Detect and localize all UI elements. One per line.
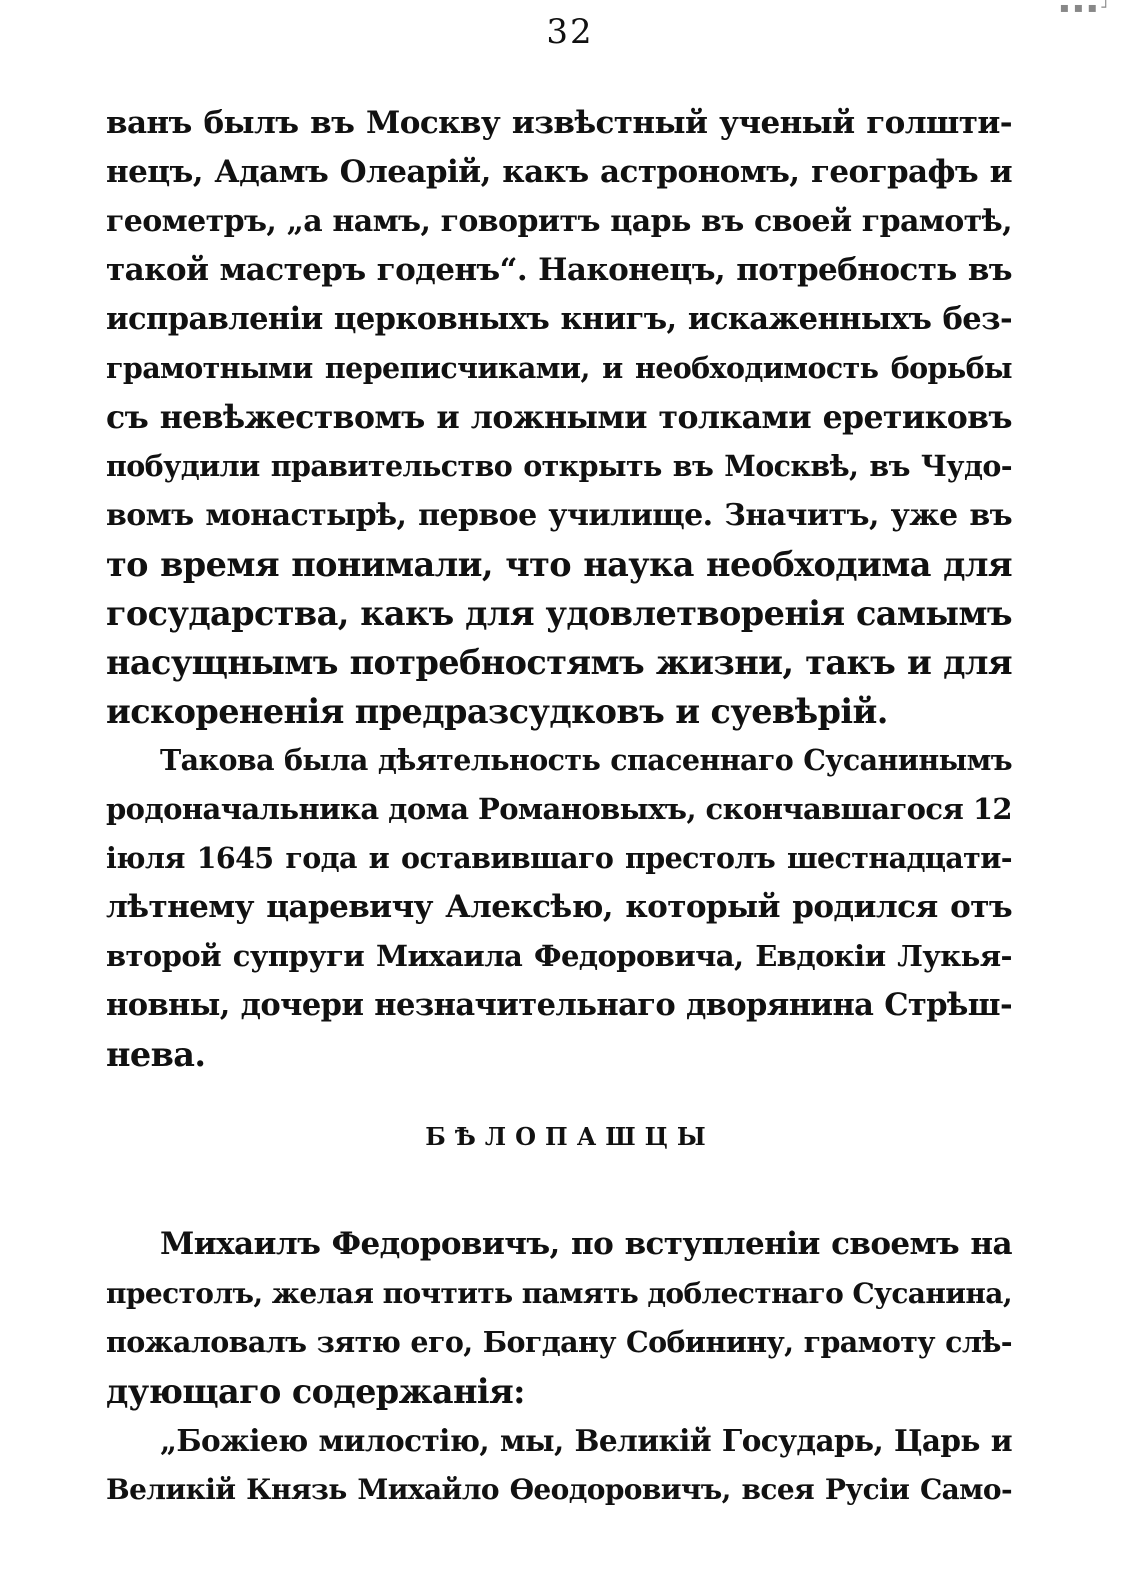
paragraph-4 xyxy=(106,1416,1012,1514)
text-line: геометръ, „а намъ, говоритъ царь въ своей грамотѣ, xyxy=(106,204,1012,239)
text-line: лѣтнему царевичу Алексѣю, который родился отъ xyxy=(106,889,1012,925)
text-line: Такова была дѣятельность спасеннаго Сусанинымъ xyxy=(160,743,1012,777)
text-line: новны, дочери незначительнаго дворянина Стрѣш- xyxy=(106,987,1012,1023)
text-line: дующаго содержанія: xyxy=(106,1372,525,1411)
scan-corner-mark: ▪ ▪ ▪ ┘ xyxy=(1059,0,1110,16)
text-line: грамотными переписчиками, и необходимость борьбы xyxy=(106,351,1012,385)
text-line: Михаилъ Федоровичъ, по вступленіи своемъ на xyxy=(160,1226,1012,1262)
text-line: то время понимали, что наука необходима для xyxy=(106,545,1012,584)
text-line: нецъ, Адамъ Олеарій, какъ астрономъ, географъ и xyxy=(106,154,1012,190)
paragraph-1 xyxy=(106,99,1012,736)
text-line: нева. xyxy=(106,1035,206,1074)
paragraph-3 xyxy=(106,1220,1012,1416)
text-line: престолъ, желая почтить память доблестнаго Сусанина, xyxy=(106,1277,1012,1310)
text-line: „Божіею милостію, мы, Великій Государь, Царь и xyxy=(160,1423,1012,1458)
text-line: такой мастеръ годенъ“. Наконецъ, потребность въ xyxy=(106,252,1012,288)
text-line: государства, какъ для удовлетворенія самымъ xyxy=(106,594,1012,633)
text-line: іюля 1645 года и оставившаго престолъ шестнадцати- xyxy=(106,841,1012,875)
text-line: Великій Князь Михайло Ѳеодоровичъ, всея Русіи Само- xyxy=(106,1473,1012,1506)
text-line: насущнымъ потребностямъ жизни, такъ и для xyxy=(106,643,1012,682)
text-line: родоначальника дома Романовыхъ, скончавшагося 12 xyxy=(106,792,1012,826)
section-heading: БѢЛОПАШЦЫ xyxy=(425,1122,715,1151)
text-line: побудили правительство открыть въ Москвѣ, въ Чудо- xyxy=(106,449,1012,483)
text-line: второй супруги Михаила Федоровича, Евдокіи Лукья- xyxy=(106,939,1012,973)
text-line: исправленіи церковныхъ книгъ, искаженныхъ без- xyxy=(106,301,1012,337)
text-line: вомъ монастырѣ, первое училище. Значитъ, уже въ xyxy=(106,498,1012,533)
text-line: ванъ былъ въ Москву извѣстный ученый голшти- xyxy=(106,105,1012,141)
paragraph-2 xyxy=(106,736,1012,1079)
text-line: пожаловалъ зятю его, Богдану Собинину, грамоту слѣ- xyxy=(106,1325,1012,1359)
page-number: 32 xyxy=(546,12,594,52)
text-line: искорененія предразсудковъ и суевѣрій. xyxy=(106,692,888,731)
text-line: съ невѣжествомъ и ложными толками еретиковъ xyxy=(106,399,1012,436)
